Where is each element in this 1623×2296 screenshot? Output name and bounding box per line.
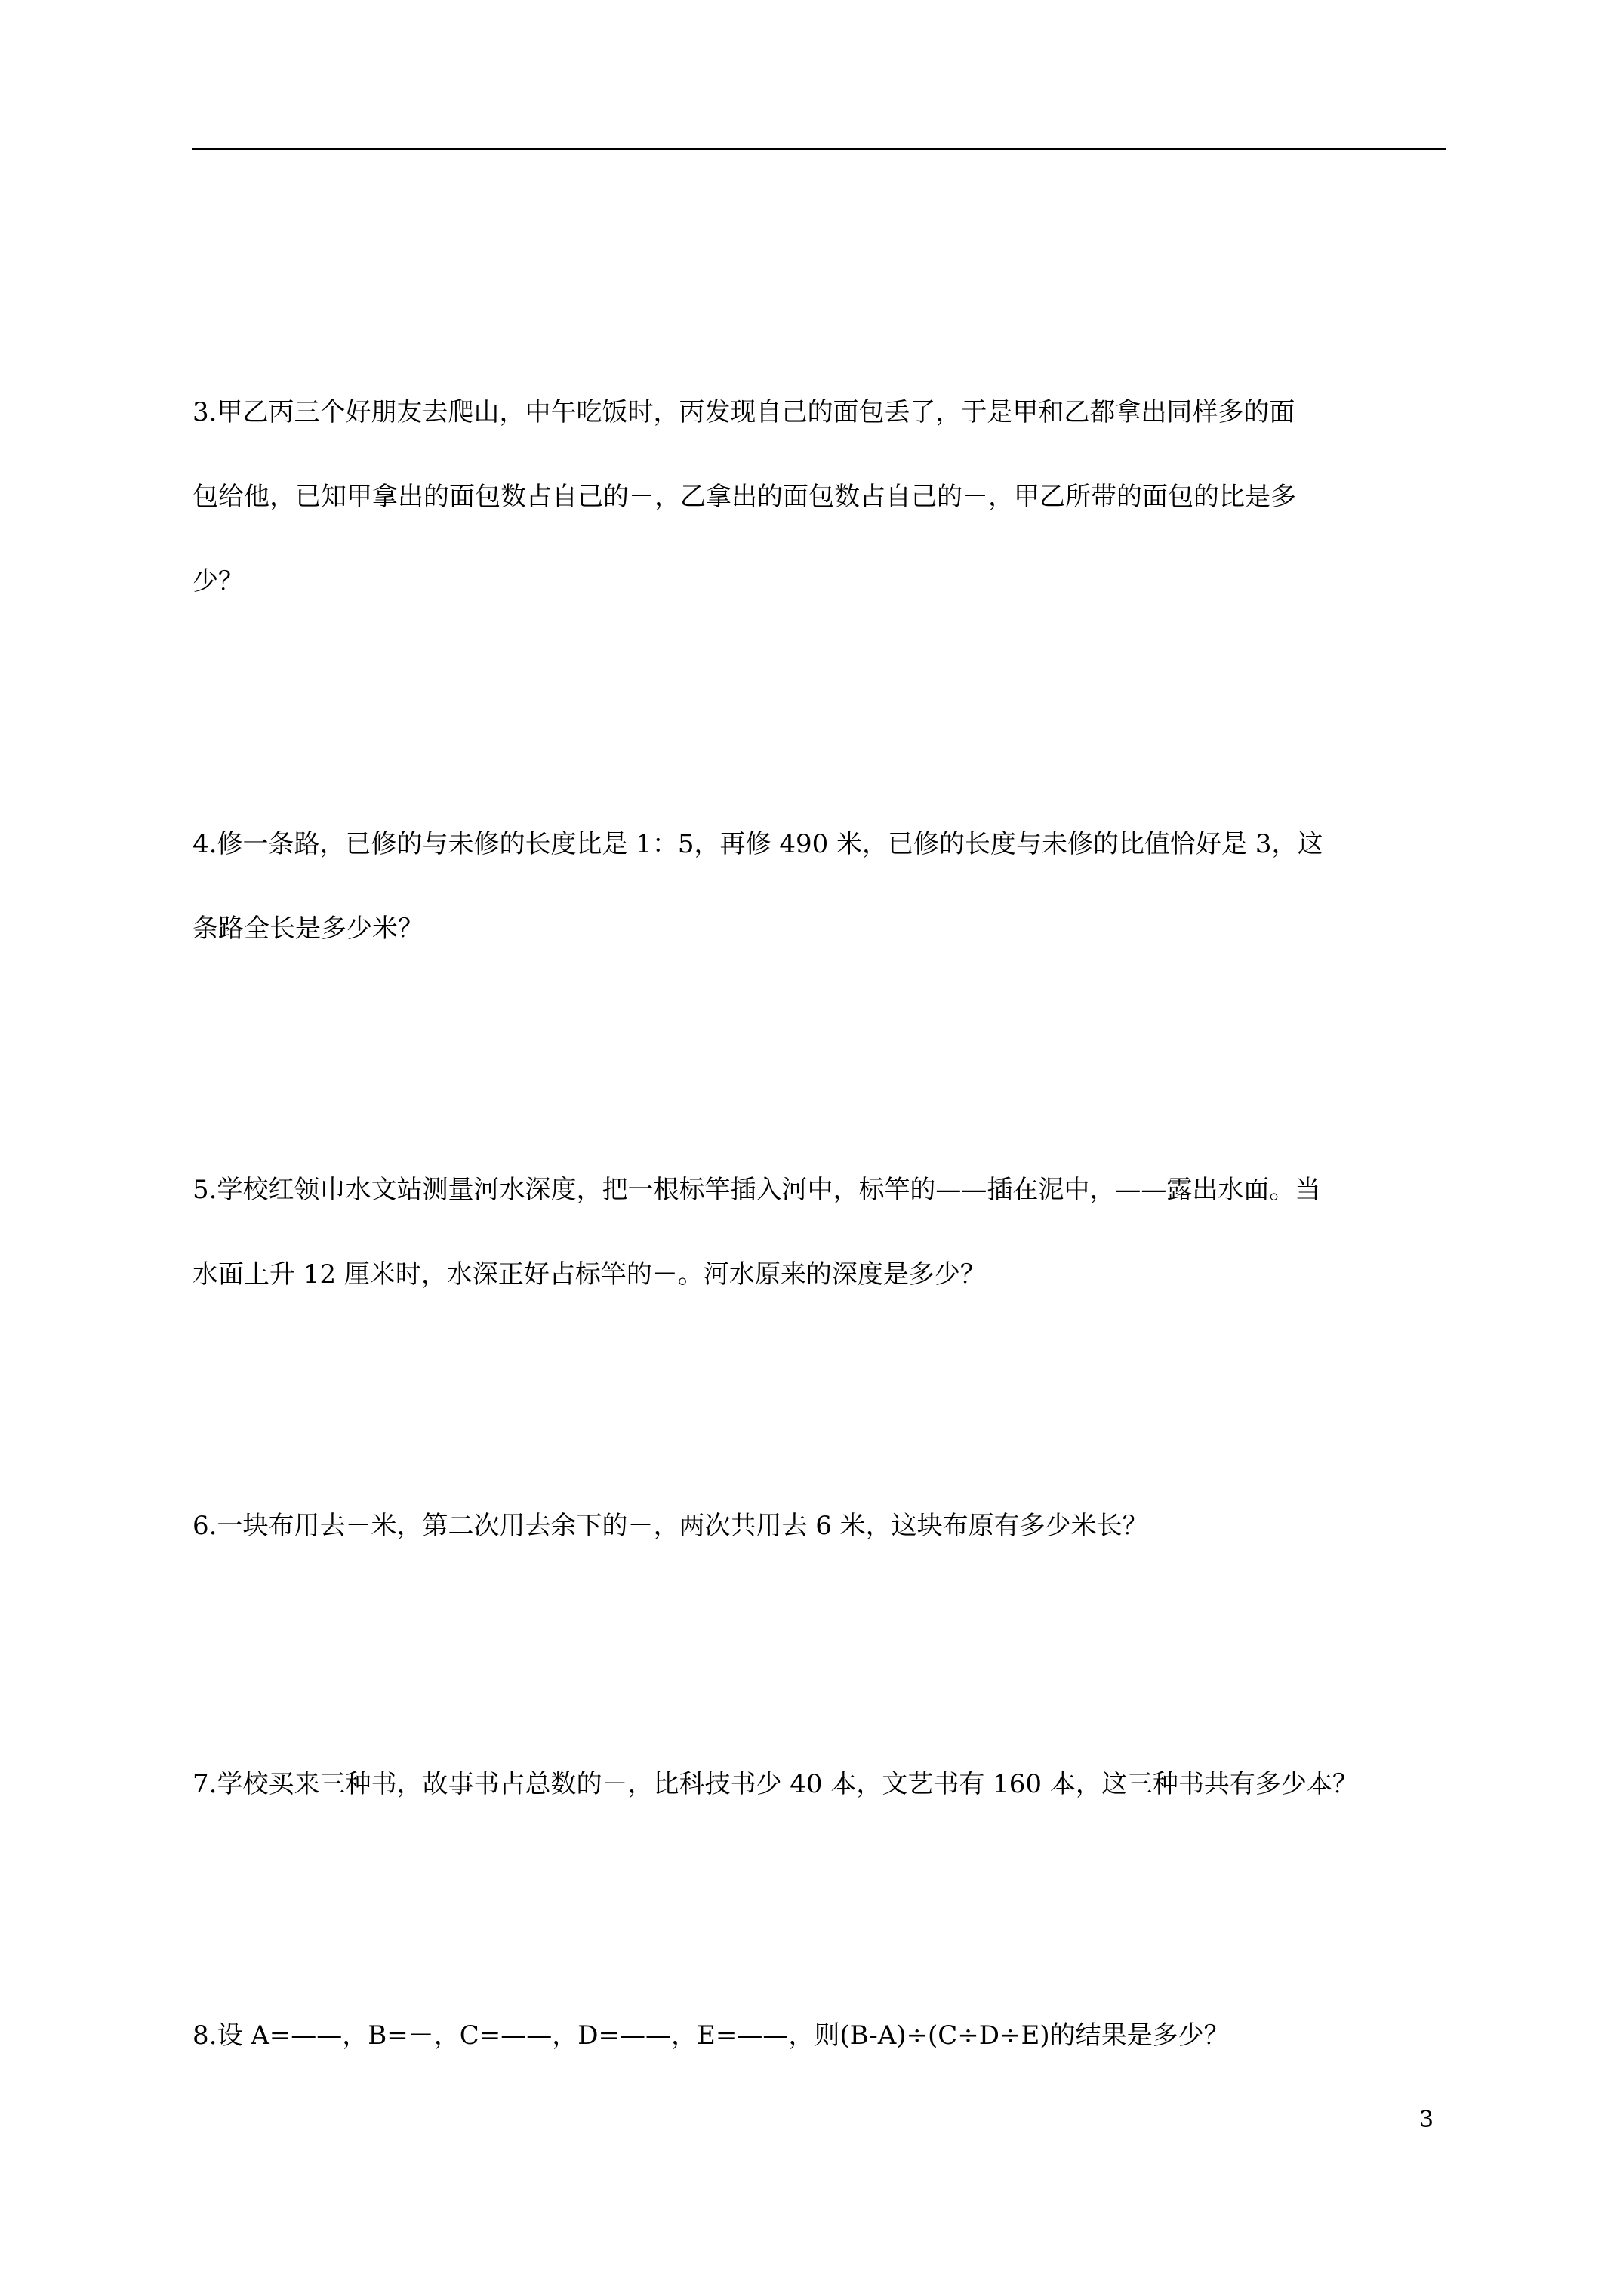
header-rule [192, 148, 1446, 150]
question-6 [192, 1510, 1449, 1542]
question-8 [192, 2020, 1449, 2051]
question-4 [192, 828, 1449, 945]
question-3 [192, 396, 1449, 597]
question-7 [192, 1768, 1449, 1800]
question-3-line-3: 少？ [192, 566, 244, 596]
question-3-line-2: 包给他，已知甲拿出的面包数占自己的－，乙拿出的面包数占自己的－，甲乙所带的面包的比是多 [192, 482, 1296, 512]
question-6-line-1: 6.一块布用去－米，第二次用去余下的－，两次共用去 6 米，这块布原有多少米长？ [192, 1511, 1148, 1541]
question-4-line-1: 4.修一条路，已修的与未修的长度比是 1：5，再修 490 米，已修的长度与未修的比值恰好是 3，这 [192, 829, 1323, 859]
question-5-line-1: 5.学校红领巾水文站测量河水深度，把一根标竿插入河中，标竿的——插在泥中，——露出水面。当 [192, 1175, 1321, 1205]
question-7-line-1: 7.学校买来三种书，故事书占总数的－，比科技书少 40 本，文艺书有 160 本，这三种书共有多少本？ [192, 1769, 1358, 1799]
question-3-line-1: 3.甲乙丙三个好朋友去爬山，中午吃饭时，丙发现自己的面包丢了，于是甲和乙都拿出同样多的面 [192, 397, 1295, 427]
page-number: 3 [1419, 2106, 1434, 2133]
question-5 [192, 1174, 1449, 1290]
question-5-line-2: 水面上升 12 厘米时，水深正好占标竿的－。河水原来的深度是多少？ [192, 1259, 986, 1290]
question-4-line-2: 条路全长是多少米？ [192, 914, 423, 944]
question-8-line-1: 8.设 A=——，B=－，C=——，D=——，E=——，则(B-A)÷(C÷D÷E)的结果是多少？ [192, 2020, 1230, 2051]
